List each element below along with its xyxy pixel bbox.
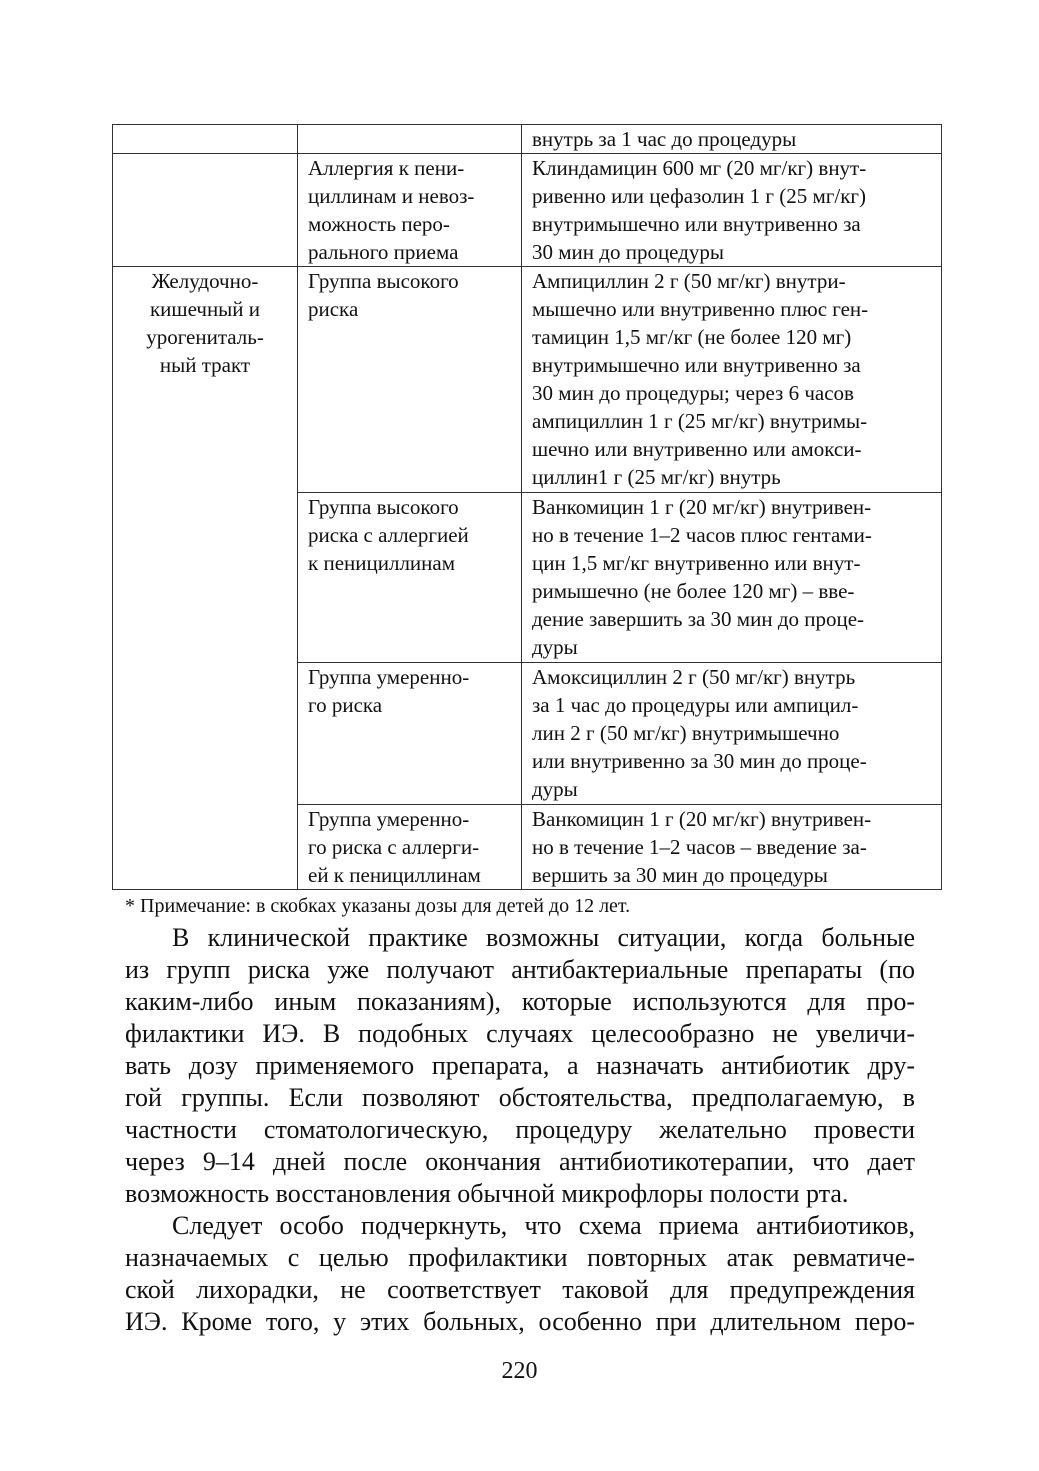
table-cell-regimen: Ампициллин 2 г (50 мг/кг) внутри- мышечно или внутривенно плюс ген- тамицин 1,5 мг/кг (не более 120 мг) внутримышечно или внутривенно за 30 мин до процедуры; через 6 часов ампициллин 1 г (25 мг/кг) внутримы- шечно или внутривенно или амокси- циллин1 г (25 мг/кг) внутрь (522, 267, 942, 493)
table-cell-regimen: внутрь за 1 час до процедуры (522, 125, 942, 154)
table-row (113, 267, 942, 493)
table-cell-regimen: Ванкомицин 1 г (20 мг/кг) внутривен- но в течение 1–2 часов – введение за- вершить за 30 мин до процедуры (522, 805, 942, 890)
table-cell-group: Группа высокого риска с аллергией к пенициллинам (298, 493, 522, 663)
table-cell-area (113, 154, 298, 267)
page-number: 220 (501, 1358, 538, 1384)
text-line: Следует особо подчеркнуть, что схема приема антибиотиков, (172, 1211, 915, 1240)
table-cell-group: Группа умеренно- го риска с аллерги- ей к пенициллинам (298, 805, 522, 890)
text-line: гой группы. Если позволяют обстоятельства, предполагаемую, в (125, 1083, 915, 1112)
table-cell-area (113, 125, 298, 154)
text-line: филактики ИЭ. В подобных случаях целесообразно не увеличи- (125, 1019, 915, 1048)
table-footnote: * Примечание: в скобках указаны дозы для детей до 12 лет. (125, 895, 631, 917)
text-line: В клинической практике возможны ситуации, когда больные (172, 923, 915, 952)
table-cell-regimen: Амоксициллин 2 г (50 мг/кг) внутрь за 1 час до процедуры или ампицил- лин 2 г (50 мг/кг) внутримышечно или внутривенно за 30 мин до проце- дуры (522, 663, 942, 805)
table-row (113, 125, 942, 154)
text-line: назначаемых с целью профилактики повторных атак ревматиче- (125, 1243, 915, 1272)
table-cell-regimen: Ванкомицин 1 г (20 мг/кг) внутривен- но в течение 1–2 часов плюс гентами- цин 1,5 мг/кг внутривенно или внут- римышечно (не более 120 мг) – вве- дение завершить за 30 мин до проце- дуры (522, 493, 942, 663)
text-line: ской лихорадки, не соответствует таковой для предупреждения (125, 1275, 915, 1304)
text-line: возможность восстановления обычной микрофлоры полости рта. (125, 1179, 849, 1208)
text-line: через 9–14 дней после окончания антибиотикотерапии, что дает (125, 1147, 915, 1176)
body-paragraph-2 (125, 1210, 915, 1338)
text-line: вать дозу применяемого препарата, а назначать антибиотик дру- (125, 1051, 915, 1080)
table-cell-area: Желудочно- кишечный и урогениталь- ный тракт (113, 267, 298, 890)
table-cell-group: Аллергия к пени- циллинам и невоз- можность перо- рального приема (298, 154, 522, 267)
text-line: из групп риска уже получают антибактериальные препараты (по (125, 955, 915, 984)
prophylaxis-table (112, 124, 942, 890)
table-row (113, 154, 942, 267)
table-cell-regimen: Клиндамицин 600 мг (20 мг/кг) внут- ривенно или цефазолин 1 г (25 мг/кг) внутримышечно или внутривенно за 30 мин до процедуры (522, 154, 942, 267)
body-paragraph-1 (125, 922, 915, 1210)
text-line: ИЭ. Кроме того, у этих больных, особенно при длительном перо- (125, 1307, 915, 1336)
table-cell-group: Группа умеренно- го риска (298, 663, 522, 805)
table-cell-group (298, 125, 522, 154)
text-line: каким-либо иным показаниям), которые используются для про- (125, 987, 915, 1016)
table-cell-group: Группа высокого риска (298, 267, 522, 493)
text-line: частности стоматологическую, процедуру желательно провести (125, 1115, 915, 1144)
